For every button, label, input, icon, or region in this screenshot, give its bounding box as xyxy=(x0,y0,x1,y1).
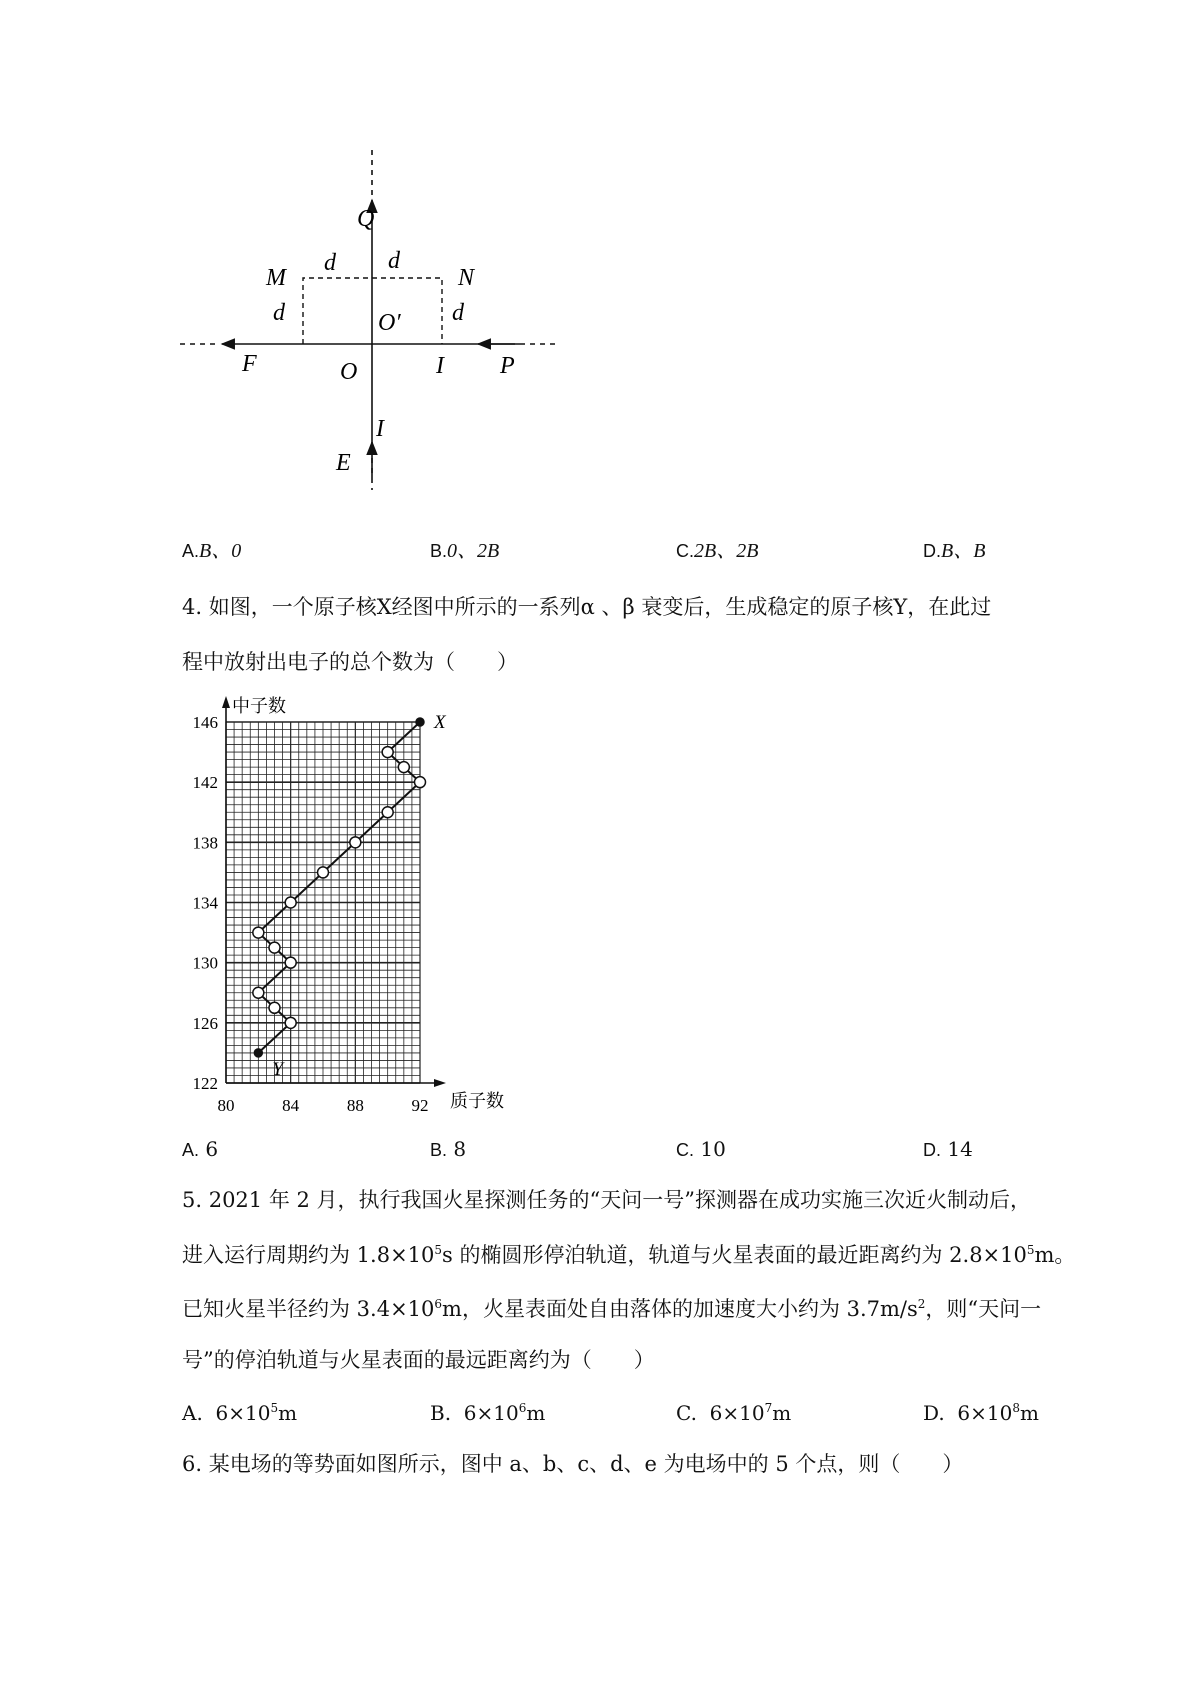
q4-option-a-value: 6 xyxy=(205,1137,219,1161)
q4-option-d xyxy=(923,1139,973,1159)
decay-point xyxy=(285,957,296,968)
y-axis-title: 中子数 xyxy=(232,696,286,716)
decay-point xyxy=(253,987,264,998)
q5-option-a-unit: m xyxy=(278,1401,298,1425)
q5-line3-part-b: m，火星表面处自由落体的加速度大小约为 3.7m/s xyxy=(442,1297,918,1321)
q3-label-d-top-right: d xyxy=(388,248,400,274)
x-tick-label: 84 xyxy=(282,1096,300,1115)
q5-option-b-base: 6×10 xyxy=(463,1401,519,1425)
q3-label-Q: Q xyxy=(357,206,375,232)
q3-option-c-value: 2B、2B xyxy=(694,540,759,562)
decay-endpoint xyxy=(254,1049,262,1057)
q3-option-c xyxy=(676,540,758,561)
decay-point xyxy=(382,807,393,818)
decay-annotation-x: X xyxy=(434,712,446,733)
q3-option-d xyxy=(923,540,985,561)
q5-option-b xyxy=(430,1403,545,1423)
q5-line2-part-a: 进入运行周期约为 1.8×10 xyxy=(182,1243,435,1267)
decay-point xyxy=(398,762,409,773)
q3-label-I-vertical: I xyxy=(376,416,384,442)
q3-label-F: F xyxy=(242,351,257,377)
q3-label-d-right: d xyxy=(452,300,464,326)
q5-option-c-letter: C. xyxy=(676,1401,697,1425)
y-tick-label: 142 xyxy=(192,773,218,793)
q4-option-b xyxy=(430,1139,466,1159)
q4-option-c-letter: C. xyxy=(676,1140,694,1160)
y-tick-label: 134 xyxy=(192,893,218,913)
q3-option-a-value: B、0 xyxy=(199,540,242,562)
decay-point xyxy=(253,927,264,938)
q5-option-d xyxy=(923,1403,1039,1423)
q5-option-d-letter: D. xyxy=(923,1401,945,1425)
decay-point xyxy=(269,1002,280,1013)
q3-label-d-left: d xyxy=(273,300,285,326)
x-tick-label: 92 xyxy=(411,1096,429,1115)
q5-option-d-base: 6×10 xyxy=(957,1401,1013,1425)
q5-line3-part-a: 已知火星半径约为 3.4×10 xyxy=(182,1297,435,1321)
y-tick-label: 130 xyxy=(192,953,218,973)
q3-label-N: N xyxy=(458,265,475,291)
x-axis-title: 质子数 xyxy=(450,1091,504,1111)
q5-line2-exponent2: 5 xyxy=(1026,1243,1035,1257)
q5-option-b-unit: m xyxy=(526,1401,546,1425)
q5-line3-exponent: 6 xyxy=(434,1297,443,1311)
q5-text-line2 xyxy=(182,1245,1075,1266)
q5-option-d-exp: 8 xyxy=(1012,1401,1020,1415)
q3-label-I-horizontal: I xyxy=(436,353,444,379)
q3-option-b-value: 0、2B xyxy=(447,540,500,562)
y-tick-label: 138 xyxy=(192,833,218,853)
q4-text-line1: 4. 如图，一个原子核X经图中所示的一系列α 、β 衰变后，生成稳定的原子核Y，在此过 xyxy=(182,595,992,619)
q4-option-a xyxy=(182,1139,218,1159)
q4-option-c-value: 10 xyxy=(700,1137,726,1161)
q4-option-b-value: 8 xyxy=(453,1137,467,1161)
q3-option-a xyxy=(182,540,241,561)
q3-label-d-top-left: d xyxy=(324,250,336,276)
q3-option-c-letter: C. xyxy=(676,541,694,561)
y-tick-label: 146 xyxy=(192,713,218,732)
q5-option-b-letter: B. xyxy=(430,1401,452,1425)
q3-option-a-letter: A. xyxy=(182,541,200,561)
q5-line2-exponent: 5 xyxy=(434,1243,443,1257)
q3-option-d-value: B、B xyxy=(941,540,986,562)
q5-option-c-base: 6×10 xyxy=(709,1401,765,1425)
q5-option-c xyxy=(676,1403,791,1423)
q4-text-line2: 程中放射出电子的总个数为（ ） xyxy=(182,650,518,674)
q5-option-d-unit: m xyxy=(1019,1401,1039,1425)
q3-field-figure xyxy=(0,0,600,530)
q5-option-a-letter: A. xyxy=(182,1401,203,1425)
q5-option-c-unit: m xyxy=(772,1401,792,1425)
q3-label-M: M xyxy=(266,265,286,291)
q3-option-b-letter: B. xyxy=(430,541,448,561)
q5-option-a xyxy=(182,1403,297,1423)
q5-option-b-exp: 6 xyxy=(518,1401,527,1415)
q5-text-line3 xyxy=(182,1299,1041,1320)
q3-option-b xyxy=(430,540,499,561)
q4-option-d-value: 14 xyxy=(947,1137,973,1161)
y-tick-label: 122 xyxy=(192,1074,218,1093)
decay-point xyxy=(415,777,426,788)
q3-label-O: O xyxy=(340,359,358,385)
q4-option-a-letter: A. xyxy=(182,1140,200,1160)
q5-text-line1: 5. 2021 年 2 月，执行我国火星探测任务的“天问一号”探测器在成功实施三次近火制动后， xyxy=(182,1188,1032,1212)
y-tick-label: 126 xyxy=(192,1013,218,1033)
decay-point xyxy=(318,867,329,878)
decay-point xyxy=(382,747,393,758)
q5-option-c-exp: 7 xyxy=(764,1401,773,1415)
q3-label-O-prime: O′ xyxy=(378,310,401,336)
q4-option-b-letter: B. xyxy=(430,1140,448,1160)
decay-endpoint xyxy=(416,718,424,726)
q4-option-c xyxy=(676,1139,726,1159)
decay-point xyxy=(285,1017,296,1028)
q5-option-a-exp: 5 xyxy=(270,1401,279,1415)
q5-line2-part-c: m。 xyxy=(1034,1243,1076,1267)
decay-annotation-y: Y xyxy=(272,1058,283,1080)
decay-point xyxy=(350,837,361,848)
x-tick-label: 80 xyxy=(217,1096,235,1115)
q5-text-line4: 号”的停泊轨道与火星表面的最远距离约为（ ） xyxy=(182,1348,655,1372)
x-tick-label: 88 xyxy=(346,1096,364,1115)
q6-text-line1: 6. 某电场的等势面如图所示，图中 a、b、c、d、e 为电场中的 5 个点，则（ ） xyxy=(182,1452,964,1476)
q5-line3-part-c: ，则“天问一 xyxy=(925,1297,1042,1321)
decay-point xyxy=(285,897,296,908)
q3-label-E: E xyxy=(336,450,351,476)
q3-option-d-letter: D. xyxy=(923,541,941,561)
q5-option-a-base: 6×10 xyxy=(215,1401,271,1425)
decay-chart xyxy=(170,690,530,1120)
q5-line3-exponent2: 2 xyxy=(917,1297,926,1311)
y-axis-arrow xyxy=(222,696,230,708)
q4-option-d-letter: D. xyxy=(923,1140,941,1160)
q5-line2-part-b: s 的椭圆形停泊轨道，轨道与火星表面的最近距离约为 2.8×10 xyxy=(442,1243,1027,1267)
q3-label-P: P xyxy=(500,353,515,379)
decay-point xyxy=(269,942,280,953)
x-axis-arrow xyxy=(434,1079,446,1087)
